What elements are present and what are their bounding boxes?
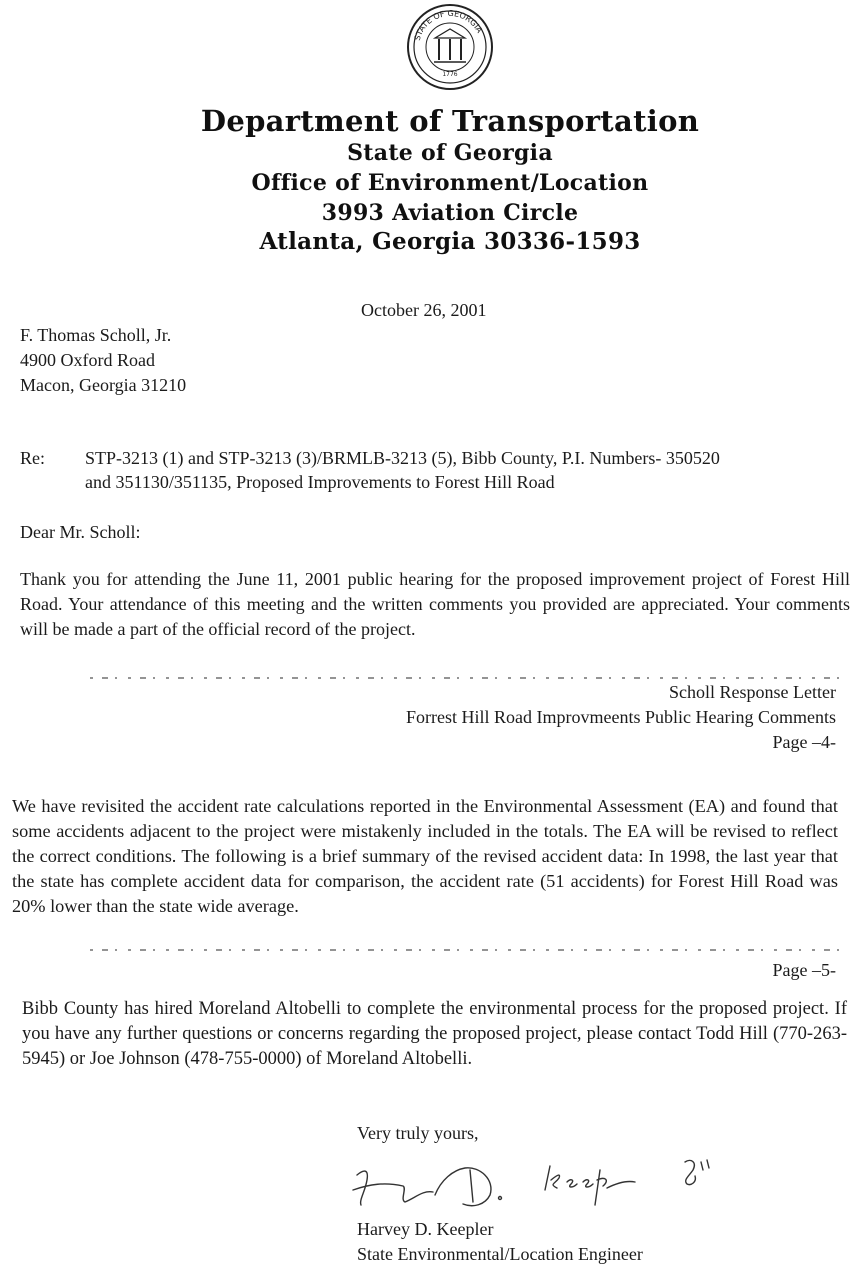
letterhead-department: Department of Transportation: [200, 104, 700, 138]
re-line-2: and 351130/351135, Proposed Improvements to Forest Hill Road: [85, 472, 555, 492]
letterhead-street: 3993 Aviation Circle: [321, 200, 579, 226]
seal-text: STATE OF GEORGIA: [412, 8, 485, 42]
scan-cut-line: [0, 668, 853, 674]
signer-name: Harvey D. Keepler: [357, 1219, 494, 1239]
salutation: Dear Mr. Scholl:: [20, 522, 141, 542]
paragraph-thanks: Thank you for attending the June 11, 2001 public hearing for the proposed improvement project of Forest Hill Road. Your attendance of this meeting and the written comments you provided are appreciated. Your comments will be made a part of the official record of the project.: [20, 569, 850, 639]
state-seal: [405, 2, 495, 92]
letterhead-city: Atlanta, Georgia 30336-1593: [259, 228, 641, 255]
recipient-address: [20, 323, 186, 398]
page-number-4: Page –4-: [772, 732, 836, 752]
scan-cut-line: [0, 940, 853, 946]
header-subject: Forrest Hill Road Improvmeents Public Hearing Comments: [406, 707, 836, 727]
recipient-name: F. Thomas Scholl, Jr.: [20, 325, 172, 345]
seal-year: 1776: [442, 71, 458, 78]
letter-date: October 26, 2001: [361, 300, 487, 320]
paragraph-contact: Bibb County has hired Moreland Altobelli to complete the environmental process for the proposed project. If you have any further questions or concerns regarding the proposed project, please contact Todd Hill (770-263-5945) or Joe Johnson (478-755-0000) of Moreland Altobelli.: [22, 999, 847, 1069]
closing: Very truly yours,: [357, 1123, 479, 1143]
re-label: Re:: [20, 448, 45, 468]
page-header: [406, 680, 836, 755]
signer-title: State Environmental/Location Engineer: [357, 1244, 643, 1264]
handwritten-signature: [345, 1140, 775, 1225]
recipient-street: 4900 Oxford Road: [20, 350, 155, 370]
recipient-city: Macon, Georgia 31210: [20, 375, 187, 395]
re-subject: [85, 446, 720, 494]
page-number-5: Page –5-: [772, 960, 836, 980]
header-title: Scholl Response Letter: [669, 682, 836, 702]
paragraph-accident-data: We have revisited the accident rate calculations reported in the Environmental Assessment (EA) and found that some accidents adjacent to the project were mistakenly included in the totals. The EA will be revised to reflect the correct conditions. The following is a brief summary of the revised accident data: In 1998, the last year that the state has complete accident data for comparison, the accident rate (51 accidents) for Forest Hill Road was 20% lower than the state wide average.: [12, 796, 838, 916]
letterhead-state: State of Georgia: [347, 140, 553, 166]
re-line-1: STP-3213 (1) and STP-3213 (3)/BRMLB-3213 (5), Bibb County, P.I. Numbers- 350520: [85, 448, 720, 468]
letterhead-office: Office of Environment/Location: [251, 170, 649, 196]
